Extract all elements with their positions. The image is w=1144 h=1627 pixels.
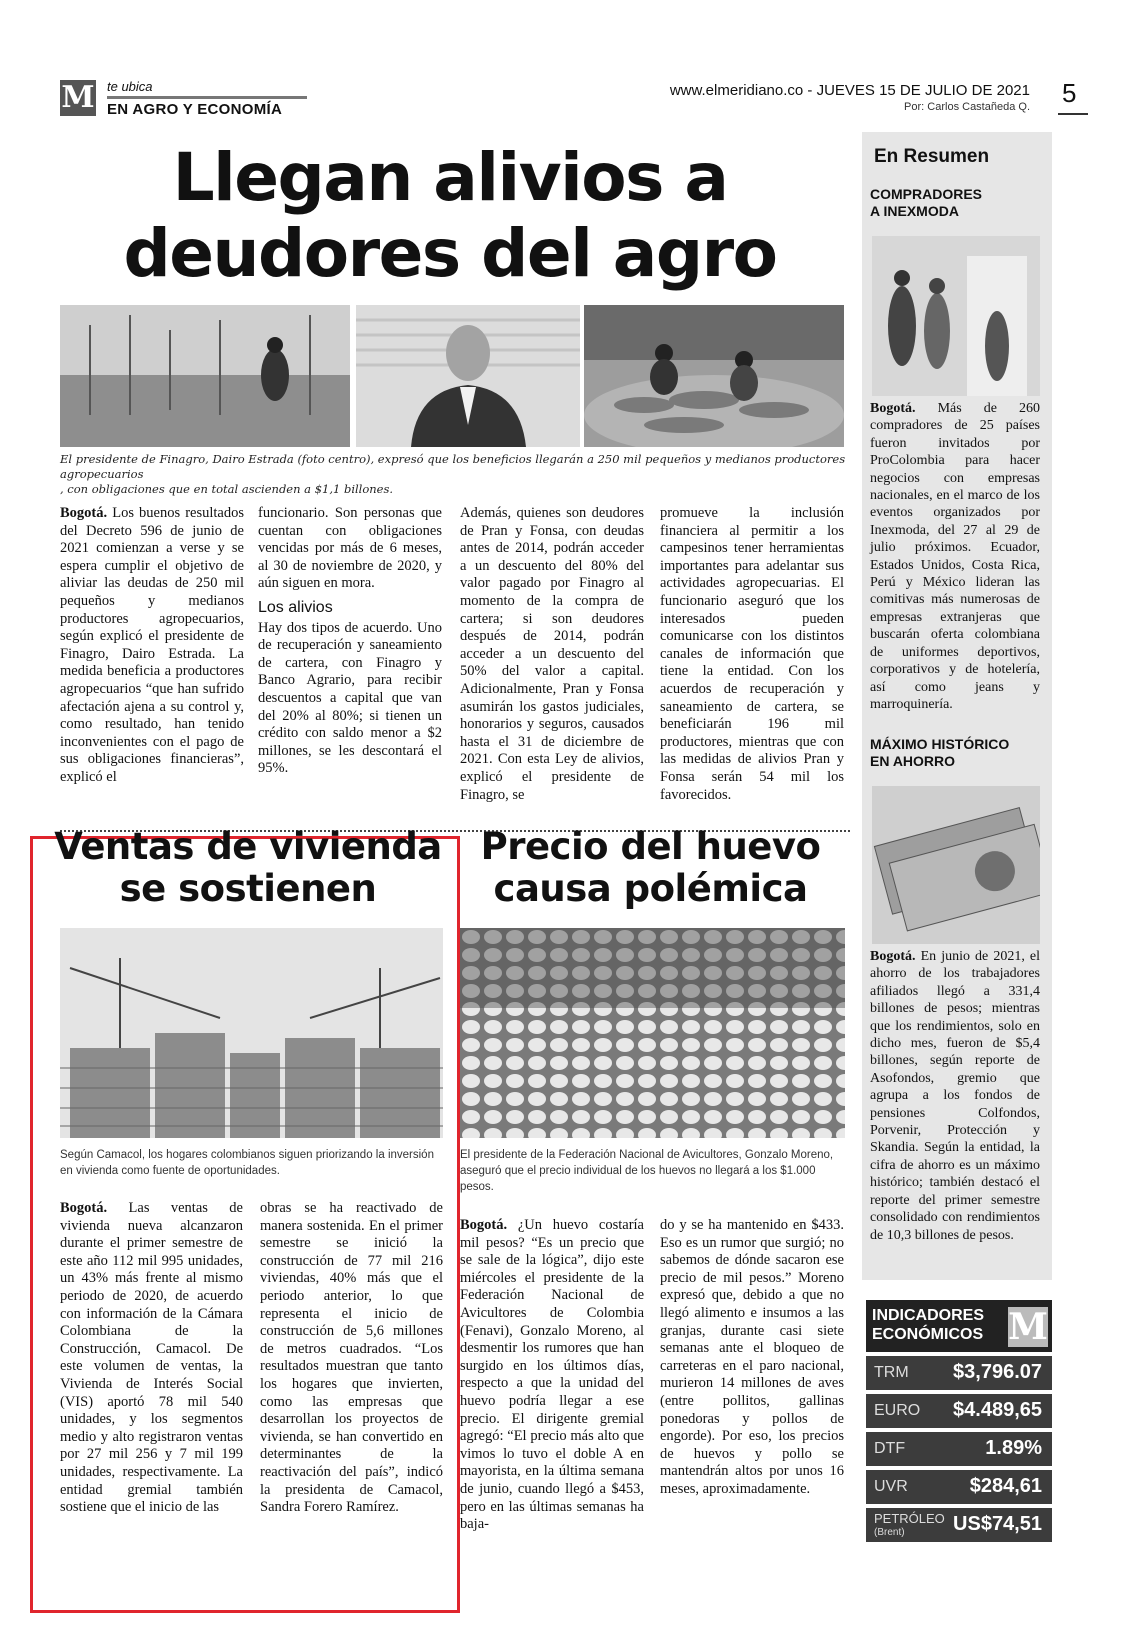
indicator-row-trm: [866, 1356, 1052, 1390]
housing-story-column-1: [60, 1200, 243, 1517]
housing-title-line2: se sostienen: [119, 867, 377, 910]
housing-story-title: [48, 826, 448, 910]
main-photo-caption: [60, 452, 850, 497]
main-col1-text: Los buenos resultados del Decreto 596 de junio de 2021 comienzan a verse y se espera cumplir el objetivo de aliviar las deudas de 250 mil pequeños y medianos productores agropecuarios, según explicó el presidente de Finagro, Dairo Estrada. La medida beneficia a productores agropecuarios “que han sufrido afectación ajena a su control y, como resultado, han tenido inconvenientes con el pago de sus obligaciones financieras”, explicó el: [60, 505, 245, 785]
sidebar-item2-title-line1: MÁXIMO HISTÓRICO: [870, 736, 1010, 752]
sidebar-item1-title-line2: A INEXMODA: [870, 203, 959, 219]
egg-story-title: [458, 826, 843, 910]
sidebar-item2-text: [870, 948, 1040, 1244]
indicators-title-line1: INDICADORES: [872, 1307, 985, 1324]
main-caption-line2: , con obligaciones que en total ascienden a $1,1 billones.: [60, 482, 394, 496]
indicator-label-main: PETRÓLEO: [874, 1511, 945, 1526]
egg-story-column-2: [660, 1217, 844, 1499]
main-story-column-2: [258, 505, 442, 778]
byline: Por: Carlos Castañeda Q.: [904, 101, 1030, 113]
indicator-sublabel: (Brent): [874, 1527, 905, 1538]
indicator-value: $3,796.07: [953, 1361, 1042, 1383]
housing-title-line1: Ventas de vivienda: [54, 825, 442, 868]
housing-photo-caption: Según Camacol, los hogares colombianos siguen priorizando la inversión en vivienda como fuente de oportunidades.: [60, 1149, 434, 1177]
sidebar-item2-body: En junio de 2021, el ahorro de los trabajadores afiliados llegó a 331,4 billones de pesos; mientras que los rendimientos, solo en dicho mes, fueron de $5,4 billones, según reporte de Asofondos, gremio que agrupa a los fondos de pensiones Colfondos, Porvenir, Protección y Skandia. Según la entidad, la cifra de ahorro es un máximo histórico; también destacó el reporte del primer semestre consolidado con rendimientos de 10,3 billones de pesos.: [870, 949, 1041, 1243]
sidebar-item1-dateline: Bogotá.: [870, 401, 916, 416]
sidebar-item1-body: Más de 260 compradores de 25 países fueron invitados por ProColombia para hacer negocios con empresas nacionales, en el marco de los eventos organizados por Inexmoda, del 27 al 29 de julio próximos. Ecuador, Estados Unidos, Costa Rica, Perú y México lideran las comitivas más numerosas de empresas extranjeras que buscarán oferta colombiana de uniformes deportivos, corporativos y de hotelería, así como jeans y marroquinería.: [870, 401, 1041, 712]
main-subhead: Los alivios: [258, 598, 333, 616]
tagline-rule: [107, 96, 307, 99]
construction-site-photo: [60, 928, 443, 1138]
cassava-harvest-photo: [584, 305, 844, 447]
indicator-value: $284,61: [969, 1475, 1042, 1497]
housing-story-column-2: [260, 1200, 443, 1517]
sidebar-item1-title: [870, 186, 982, 220]
main-col4-text: promueve la inclusión financiera al permitir a los campesinos tener herramientas importantes para adelantar sus actividades agropecuarias. El funcionario aseguró que los interesados pueden comunicarse con los distintos canales de información que tiene la entidad. Con los acuerdos de recuperación y saneamiento de cartera, se beneficiarán 196 mil productores, mientras que con las medidas de alivios Pran y Fonsa serán 54 mil los favorecidos.: [660, 505, 844, 803]
housing-dateline: Bogotá.: [60, 1200, 108, 1216]
farmer-field-photo: [60, 305, 350, 447]
indicator-label: UVR: [874, 1478, 908, 1495]
finagro-president-photo: [356, 305, 580, 447]
banknotes-photo: [872, 786, 1040, 944]
egg-story-column-1: [460, 1217, 644, 1534]
egg-title-line1: Precio del huevo: [480, 825, 821, 868]
indicator-row-uvr: [866, 1470, 1052, 1504]
egg-col1-text: ¿Un huevo costaría mil pesos? “Es un precio que se sale de la lógica”, dijo este miércoles el presidente de la Federación Nacional de Avicultores de Colombia (Fenavi), Gonzalo Moreno, al desmentir los rumores que han surgido en los últimos días, respecto a que la unidad del huevo podría llegar a ese precio. El dirigente gremial agregó: “El precio más alto que vimos lo tuvo el doble A en mayorista, en la última semana de junio, cuando llegó a $453, pero en las últimas semanas ha baja-: [460, 1217, 644, 1533]
indicator-row-petroleo: [866, 1508, 1052, 1542]
indicators-logo: M: [1008, 1306, 1048, 1348]
sidebar-item1-text: [870, 400, 1040, 713]
indicator-row-euro: [866, 1394, 1052, 1428]
main-headline-line2: deudores del agro: [123, 215, 777, 292]
housing-col2-text: obras se ha reactivado de manera sostenida. En el primer semestre se inició la construcción de 77 mil 216 viviendas, 40% más que el periodo anterior, lo que representa el inicio de construcción de 5,6 millones de metros cuadrados. “Los resultados muestran que tanto los hogares que invierten, como las empresas que desarrollan los proyectos de vivienda, se han convertido en determinantes de la reactivación del país”, indicó la presidenta de Camacol, Sandra Forero Ramírez.: [260, 1200, 443, 1516]
egg-col2-text: do y se ha mantenido en $433. Eso es un rumor que surgió; no sabemos de dónde sacaron ese precio de mil pesos.” Moreno expresó que, debido a que no llegó alimento e insumos a las granjas, durante casi siete semanas ante el bloqueo de carreteras en el paro nacional, murieron 14 millones de aves (entre pollitos, gallinas ponedoras y pollos de engorde). Por eso, los precios de huevos y pollo se mantendrán altos por unos 16 meses, aproximadamente.: [660, 1217, 844, 1497]
indicator-value: $4.489,65: [953, 1399, 1042, 1421]
sidebar-item1-title-line1: COMPRADORES: [870, 186, 983, 202]
indicator-value: US$74,51: [953, 1513, 1042, 1535]
egg-photo-caption: El presidente de la Federación Nacional de Avicultores, Gonzalo Moreno, aseguró que el precio individual de los huevos no llegará a los $1.000 pesos.: [460, 1149, 834, 1193]
housing-col1-text: Las ventas de vivienda nueva alcanzaron durante el primer semestre de este año 112 mil 995 unidades, un 43% más frente al mismo periodo de 2020, de acuerdo con información de la Cámara Colombiana de la Construcción, Camacol. De este volumen de ventas, la Vivienda de Interés Social (VIS) aportó 78 mil 540 unidades, y los segmentos medio y alto registraron ventas por 27 mil 256 y 7 mil 199 unidades, respectivamente. La entidad gremial también sostiene que el inicio de las: [60, 1200, 243, 1516]
indicator-value: 1.89%: [985, 1437, 1042, 1459]
sidebar-item2-title: [870, 736, 1009, 770]
page-number: 5: [1062, 78, 1077, 108]
egg-title-line2: causa polémica: [493, 867, 808, 910]
inexmoda-store-photo: [872, 236, 1040, 396]
indicators-title-line2: ECONÓMICOS: [872, 1326, 984, 1343]
indicator-label: TRM: [874, 1364, 909, 1381]
sidebar-title: En Resumen: [874, 146, 990, 167]
sidebar-item2-dateline: Bogotá.: [870, 949, 916, 964]
tagline: te ubica: [107, 79, 153, 94]
egg-trays-photo: [460, 928, 845, 1138]
main-col2b-text: Hay dos tipos de acuerdo. Uno de recuperación y saneamiento de cartera, con Finagro y Banco Agrario, para recibir descuentos a capital que van del 20% al 80%; si tienen un crédito con saldo menor a $2 millones, se les descontará el 95%.: [258, 619, 442, 777]
main-caption-line1: El presidente de Finagro, Dairo Estrada (foto centro), expresó que los beneficios llegarán a 250 mil pequeños y medianos productores agropecuarios: [60, 452, 846, 481]
site-and-date: www.elmeridiano.co - JUEVES 15 DE JULIO DE 2021: [669, 82, 1030, 99]
main-headline-line1: Llegan alivios a: [172, 139, 728, 216]
main-story-column-4: [660, 505, 844, 804]
indicator-label: [874, 1512, 945, 1540]
sidebar-item2-title-line2: EN AHORRO: [870, 753, 956, 769]
main-dateline: Bogotá.: [60, 505, 108, 521]
main-story-column-3: [460, 505, 644, 804]
indicator-label: DTF: [874, 1440, 906, 1457]
indicators-title: [872, 1306, 1002, 1344]
main-col3-text: Además, quienes son deudores de Pran y Fonsa, con deudas antes de 2014, podrán acceder a un descuento del 80% del valor pagado por Finagro al momento de la compra de cartera; si son deudores después de 2014, podrán acceder a un descuento del 50% del valor a capital. Adicionalmente, Pran y Fonsa asumirán los gastos judiciales, honorarios y seguros, causados hasta el 31 de diciembre de 2021. Con esta Ley de alivios, explicó el presidente de Finagro, se: [460, 505, 644, 803]
main-story-column-1: [60, 505, 244, 787]
indicator-row-dtf: [866, 1432, 1052, 1466]
indicator-label: EURO: [874, 1402, 921, 1419]
egg-dateline: Bogotá.: [460, 1217, 508, 1233]
main-col2a-text: funcionario. Son personas que cuentan con obligaciones vencidas por más de 6 meses, al 30 de noviembre de 2020, y aún siguen en mora.: [258, 505, 442, 592]
main-headline: [60, 140, 840, 292]
newspaper-logo: M: [61, 80, 95, 115]
section-name: EN AGRO Y ECONOMÍA: [107, 101, 283, 118]
page-number-rule: [1058, 113, 1088, 115]
